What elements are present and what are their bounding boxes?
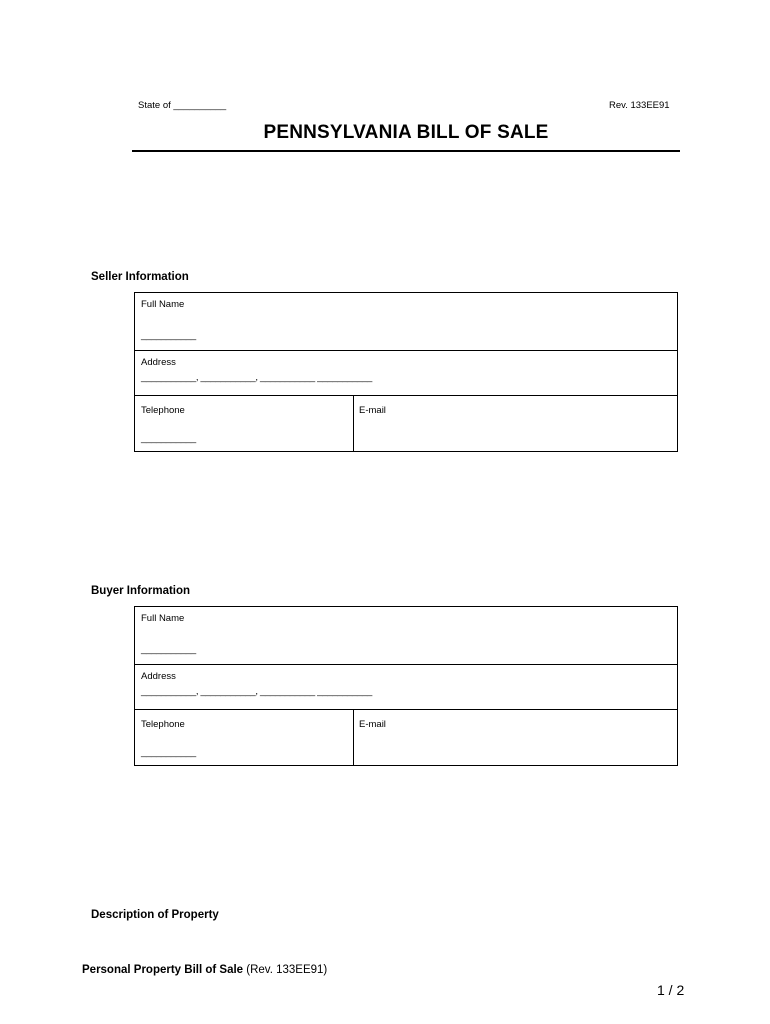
- seller-address-row: [135, 351, 677, 396]
- revision-label: Rev. 133EE91: [609, 100, 670, 111]
- seller-telephone-blank: ___________: [141, 433, 196, 444]
- footer-doc-name: Personal Property Bill of Sale: [82, 964, 244, 976]
- buyer-address-blank: ___________, ___________, ___________ ___________: [141, 686, 372, 697]
- buyer-email-label: E-mail: [359, 719, 386, 730]
- buyer-contact-divider: [353, 710, 354, 765]
- buyer-full-name-label: Full Name: [141, 613, 185, 624]
- footer-revision: (Rev. 133EE91): [246, 964, 328, 976]
- property-section-heading: Description of Property: [91, 909, 219, 921]
- buyer-telephone-blank: ___________: [141, 747, 196, 758]
- seller-address-label: Address: [141, 357, 176, 368]
- state-of-field: State of __________: [138, 100, 227, 111]
- footer-doc-label: [82, 964, 327, 976]
- buyer-address-label: Address: [141, 671, 176, 682]
- seller-section-heading: Seller Information: [91, 271, 189, 283]
- seller-full-name-label: Full Name: [141, 299, 185, 310]
- seller-telephone-label: Telephone: [141, 405, 185, 416]
- seller-contact-divider: [353, 396, 354, 451]
- seller-info-box: [134, 292, 678, 452]
- buyer-telephone-label: Telephone: [141, 719, 185, 730]
- buyer-full-name-blank: ___________: [141, 644, 196, 655]
- buyer-info-box: [134, 606, 678, 766]
- seller-full-name-blank: ___________: [141, 330, 196, 341]
- document-title: PENNSYLVANIA BILL OF SALE: [263, 122, 549, 143]
- seller-email-label: E-mail: [359, 405, 386, 416]
- buyer-section-heading: Buyer Information: [91, 585, 191, 597]
- seller-contact-row: [135, 396, 677, 451]
- page-indicator: 1 / 2: [657, 982, 685, 998]
- seller-full-name-row: [135, 293, 677, 351]
- seller-address-blank: ___________, ___________, ___________ ___________: [141, 372, 372, 383]
- title-underline: [132, 150, 680, 152]
- buyer-address-row: [135, 665, 677, 710]
- buyer-contact-row: [135, 710, 677, 765]
- buyer-full-name-row: [135, 607, 677, 665]
